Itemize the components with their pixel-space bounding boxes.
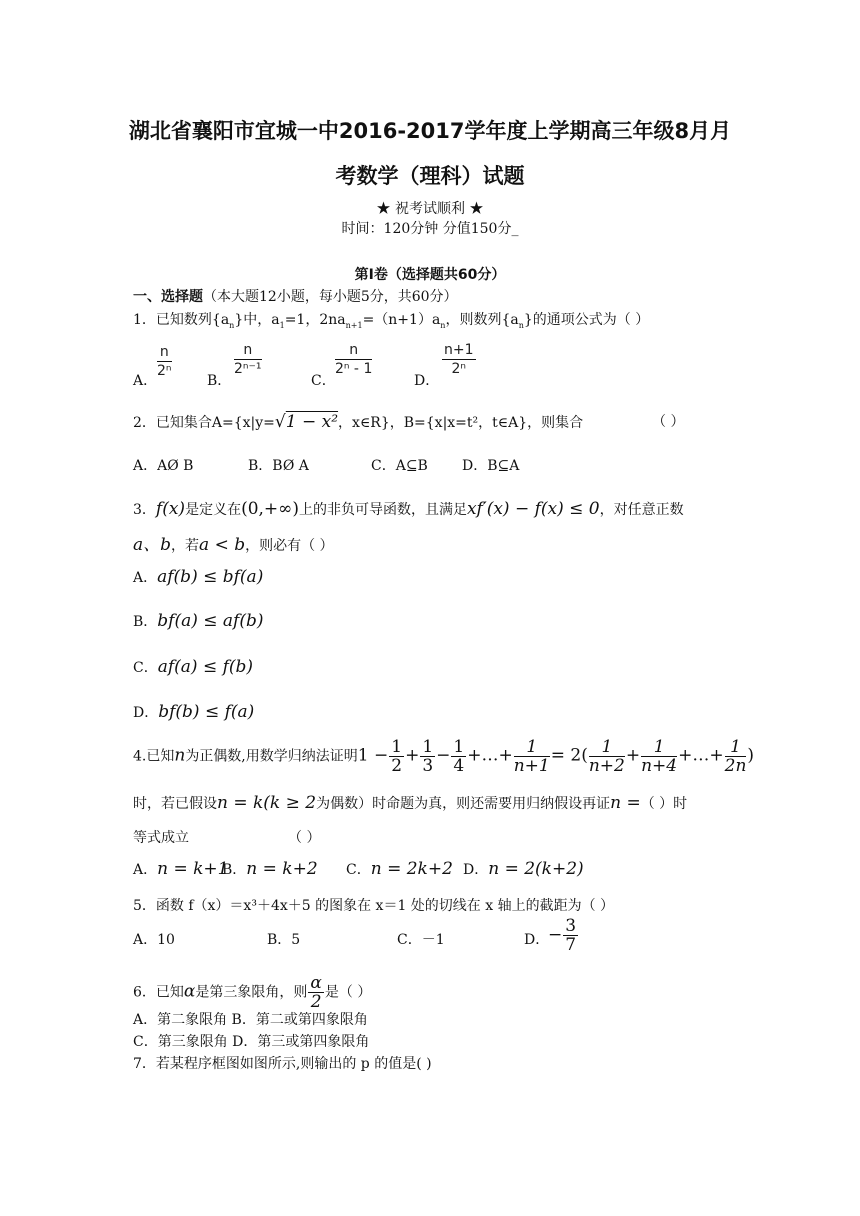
q4-f2-den: 3: [422, 756, 434, 776]
q3-text-f: ，则必有（ ）: [245, 538, 334, 554]
q4-f1-num: 1: [391, 737, 403, 757]
q4-b-label: B．: [222, 862, 247, 878]
question-3-stem: [133, 500, 684, 519]
q4-f6-den: n+4: [641, 756, 678, 776]
q2-answer-paren: （ ）: [652, 414, 685, 430]
q5-option-d-value: [548, 917, 579, 954]
q3-c-label: C．: [133, 660, 158, 676]
q4-minus: −: [436, 745, 451, 766]
q1-option-b-fraction: [233, 341, 263, 378]
question-5-stem: 5．函数 f（x）＝x³＋4x＋5 的图象在 x＝1 处的切线在 x 轴上的截距为（ ）: [133, 898, 615, 914]
q2-option-b: B．BØ A: [248, 458, 309, 474]
q5-option-a: A．10: [133, 932, 175, 948]
q1-sub-e: n: [518, 320, 524, 330]
q4-d-expr: n = 2(k+2): [488, 859, 584, 879]
q1-d-num: n+1: [444, 342, 474, 358]
q1-option-a-fraction: [156, 343, 173, 380]
part-title-bold: 一、选择题: [133, 289, 203, 305]
q4-c-expr: n = 2k+2: [370, 859, 453, 879]
q5-d-den: 7: [565, 935, 577, 955]
question-2-stem: [133, 413, 583, 432]
question-3-line2: [133, 536, 334, 555]
q1-c-num: n: [335, 341, 372, 360]
q3-d-label: D．: [133, 705, 159, 721]
q4-a-label: A．: [133, 862, 158, 878]
q4-text-d: 为偶数）时命题为真，则还需要用归纳假设再证: [316, 796, 611, 812]
q4-c-label: C．: [346, 862, 371, 878]
q3-b-label: B．: [133, 614, 158, 630]
q4-d-label: D．: [463, 862, 489, 878]
q4-a-expr: n = k+1: [157, 859, 229, 879]
q4-f4-den: n+1: [513, 756, 550, 776]
q6-options-row2: C．第三象限角 D．第三或第四象限角: [133, 1034, 370, 1050]
q3-option-d: [133, 703, 254, 722]
q4-f1-den: 2: [391, 756, 403, 776]
q6-text-c: 是（ ）: [324, 984, 372, 1001]
q1-text-e: ，则数列{a: [445, 312, 519, 328]
q3-interval: (0,+∞): [241, 499, 299, 519]
q4-f7-num: 1: [725, 738, 747, 757]
q3-text-c: 上的非负可导函数，且满足: [298, 502, 467, 518]
q3-condition: xf′(x) − f(x) ≤ 0: [466, 499, 600, 519]
q1-a-den: 2ⁿ: [157, 363, 172, 379]
q4-option-a: [133, 860, 229, 879]
q1-c-den: 2ⁿ - 1: [335, 361, 373, 377]
q3-c-expr: af(a) ≤ f(b): [157, 657, 254, 677]
q1-text-b: }中，a: [234, 312, 280, 328]
q2-text-b: ，x∈R}，B={x|x=t²，t∈A}，则集合: [338, 415, 584, 431]
q5-option-c: C．－1: [397, 932, 445, 948]
q5-d-minus: −: [548, 925, 563, 945]
q1-b-den: 2ⁿ⁻¹: [234, 361, 262, 377]
q1-sub-c: n+1: [345, 320, 363, 330]
q4-option-b: [222, 860, 318, 879]
question-4-line3: 等式成立: [133, 830, 189, 846]
q6-text-a: 6．已知: [133, 984, 184, 1001]
q6-alpha: α: [183, 981, 196, 1002]
q1-option-c-fraction: [334, 341, 373, 378]
q3-option-a: [133, 568, 263, 587]
question-4-line2: [133, 794, 687, 813]
q3-d-expr: bf(b) ≤ f(a): [158, 702, 255, 722]
q4-f5-num: 1: [589, 738, 625, 757]
q3-a-label: A．: [133, 570, 158, 586]
q1-text-d: =（n+1）a: [362, 312, 441, 328]
q3-a-lt-b: a < b: [199, 535, 246, 555]
q1-option-b-label: B．: [207, 373, 232, 389]
q4-f3-num: 1: [453, 737, 465, 757]
q4-f7-den: 2n: [724, 756, 747, 776]
q4-text-a: 4.已知: [133, 748, 175, 765]
q6-options-row1: A．第二象限角 B．第二或第四象限角: [133, 1012, 368, 1028]
q3-fx: f(x): [155, 499, 186, 519]
question-1-stem: [133, 311, 649, 335]
q2-text-a: 2．已知集合A={x|y=: [133, 415, 275, 431]
part-title-rest: （本大题12小题，每小题5分，共60分）: [203, 289, 458, 305]
q3-text-b: 是定义在: [185, 502, 242, 518]
q1-text-f: }的通项公式为（ ）: [523, 312, 650, 328]
q4-option-d: [463, 860, 584, 879]
q3-text-a: 3．: [133, 502, 156, 518]
question-7-stem: 7．若某程序框图如图所示,则输出的 p 的值是( ): [133, 1056, 432, 1072]
q1-sub-d: n: [440, 320, 446, 330]
q4-f5-den: n+2: [588, 756, 625, 776]
question-4-stem: [133, 738, 754, 775]
q3-option-c: [133, 658, 253, 677]
exam-time-info: 时间：120分钟 分值150分_: [341, 221, 519, 237]
q4-eq: = 2(: [550, 745, 588, 766]
exam-wish: ★ 祝考试顺利 ★: [376, 201, 484, 217]
q1-sub-a: n: [229, 320, 235, 330]
q4-option-c: [346, 860, 453, 879]
q1-text-a: 1．已知数列{a: [133, 312, 230, 328]
q4-f4-num: 1: [514, 738, 550, 757]
q1-a-num: n: [157, 343, 172, 362]
q4-b-expr: n = k+2: [246, 859, 318, 879]
q4-f6-num: 1: [641, 738, 677, 757]
q3-option-b: [133, 612, 264, 631]
q4-dots-2: +…+: [678, 745, 724, 766]
q4-f2-num: 1: [422, 737, 434, 757]
q2-option-d: D．B⊆A: [462, 458, 520, 474]
q6-frac-num: α: [310, 973, 322, 993]
q1-option-c-label: C．: [311, 373, 336, 389]
q4-n: n: [174, 745, 186, 766]
q1-sub-b: 1: [279, 320, 285, 330]
part-title: [133, 288, 458, 306]
q5-option-d-label: D．: [524, 932, 550, 948]
q1-text-c: =1，2na: [284, 312, 346, 328]
q5-d-num: 3: [565, 916, 577, 936]
q1-option-a-label: A．: [133, 373, 158, 389]
exam-title-line2: 考数学（理科）试题: [335, 164, 525, 188]
q4-n-eq: n =: [610, 793, 641, 813]
q4-f3-den: 4: [453, 756, 465, 776]
q4-text-e: （ ）时: [640, 796, 688, 812]
q6-frac-den: 2: [310, 992, 322, 1012]
q4-plus-1: +: [405, 745, 420, 766]
volume-title: 第Ⅰ卷（选择题共60分）: [354, 267, 506, 283]
q3-a-expr: af(b) ≤ bf(a): [157, 567, 264, 587]
q4-plus-2: +: [625, 745, 641, 766]
q2-option-a: A．AØ B: [133, 458, 194, 474]
q6-text-b: 是第三象限角，则: [195, 984, 308, 1001]
q4-one: 1 −: [357, 745, 389, 766]
q3-text-d: ，对任意正数: [599, 502, 684, 518]
q4-hypothesis: n = k(k ≥ 2: [217, 793, 317, 813]
q3-b-expr: bf(a) ≤ af(b): [157, 611, 264, 631]
q4-text-b: 为正偶数,用数学归纳法证明: [185, 748, 358, 765]
q2-sqrt-content: 1 − x²: [285, 412, 339, 432]
q4-text-c: 时，若已假设: [133, 796, 217, 812]
question-6-stem: [133, 974, 371, 1011]
q4-dots-1: +…+: [467, 745, 513, 766]
q3-text-e: ，若: [171, 538, 200, 554]
q1-d-den: 2ⁿ: [451, 361, 466, 377]
exam-title-line1: 湖北省襄阳市宜城一中2016-2017学年度上学期高三年级8月月: [128, 119, 732, 143]
q5-option-b: B．5: [267, 932, 301, 948]
q3-ab: a、b: [133, 535, 172, 555]
q4-answer-paren: （ ）: [288, 830, 321, 846]
q4-close: ): [747, 745, 755, 766]
q1-option-d-label: D．: [414, 373, 440, 389]
q2-sqrt: √1 − x²: [274, 412, 339, 432]
q1-b-num: n: [234, 341, 262, 360]
q1-option-d-fraction: [441, 341, 477, 378]
q2-option-c: C．A⊆B: [371, 458, 428, 474]
